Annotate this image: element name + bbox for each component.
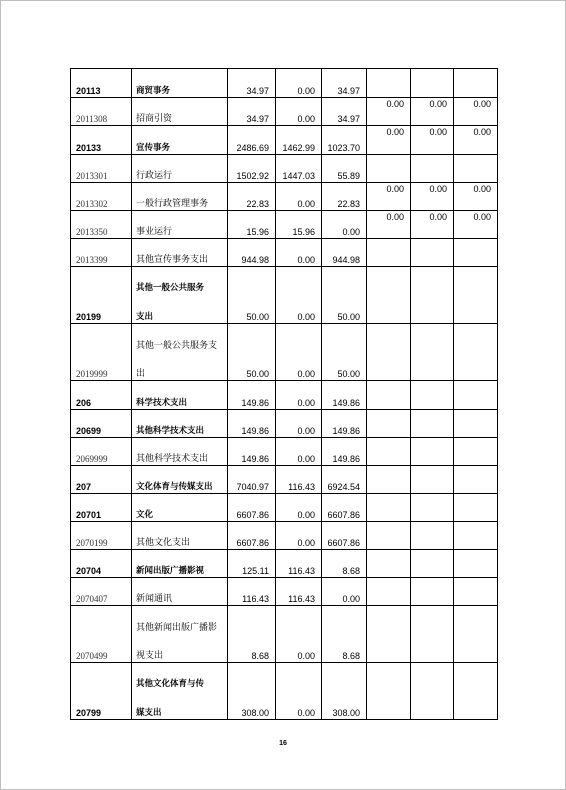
name-cell [132,126,228,155]
total-cell [228,324,276,381]
total-value: 6607.86 [236,510,269,520]
project-cell [322,155,367,183]
account-code: 2013350 [76,227,108,237]
account-code: 20113 [76,86,101,96]
project-cell [322,126,367,155]
extra-value: 0.00 [429,184,447,194]
project-value: 149.86 [332,454,360,464]
total-cell [228,267,276,324]
account-name: 招商引资 [136,114,173,124]
name-cell [132,98,228,126]
code-cell [71,410,132,438]
project-value: 8.68 [342,651,360,661]
total-value: 944.98 [241,255,269,265]
name-cell [132,550,228,578]
account-name-line1: 其他一般公共服务支 [136,341,218,351]
name-cell [132,606,228,663]
basic-cell [276,578,322,606]
code-cell [71,126,132,155]
total-value: 125.11 [242,566,269,576]
basic-value: 0.00 [297,454,315,464]
extra-cell [367,438,411,466]
project-cell [322,438,367,466]
basic-value: 0.00 [297,369,315,379]
basic-value: 116.43 [288,482,315,492]
project-cell [322,550,367,578]
total-cell [228,606,276,663]
project-cell [322,663,367,720]
total-value: 7040.97 [236,482,269,492]
extra-cell [454,410,498,438]
project-cell [322,606,367,663]
basic-cell [276,494,322,522]
account-code: 206 [76,398,92,408]
basic-value: 0.00 [297,398,315,408]
basic-cell [276,126,322,155]
table-row [71,663,498,720]
extra-cell [454,126,498,155]
project-cell [322,267,367,324]
extra-value: 0.00 [386,184,404,194]
project-value: 22.83 [337,199,360,209]
account-code: 2070499 [76,651,108,661]
budget-table [70,68,498,720]
basic-cell [276,606,322,663]
code-cell [71,324,132,381]
basic-value: 0.00 [297,426,315,436]
project-value: 6607.86 [327,538,360,548]
table-row [71,438,498,466]
extra-cell [367,578,411,606]
account-name: 文化 [136,510,154,520]
table-row [71,211,498,239]
total-cell [228,381,276,410]
account-name-line2: 出 [136,369,146,379]
basic-value: 0.00 [297,510,315,520]
total-cell [228,578,276,606]
total-value: 22.83 [246,199,269,209]
account-code: 20199 [76,312,102,322]
name-cell [132,494,228,522]
extra-cell [454,381,498,410]
extra-cell [411,69,454,98]
extra-cell [411,98,454,126]
extra-value: 0.00 [429,212,447,222]
account-code: 2013301 [76,171,108,181]
code-cell [71,606,132,663]
table-row [71,324,498,381]
extra-cell [411,494,454,522]
code-cell [71,438,132,466]
table-row [71,494,498,522]
total-value: 6607.86 [236,538,269,548]
account-code: 20704 [76,566,102,576]
code-cell [71,494,132,522]
basic-cell [276,239,322,267]
project-value: 149.86 [332,398,360,408]
project-value: 0.00 [342,594,360,604]
extra-value: 0.00 [386,127,404,137]
extra-cell [454,466,498,494]
extra-cell [454,324,498,381]
extra-cell [454,578,498,606]
account-name: 宣传事务 [136,143,171,153]
basic-cell [276,267,322,324]
project-value: 55.89 [337,171,360,181]
extra-cell [454,155,498,183]
project-value: 1023.70 [327,143,360,153]
total-cell [228,410,276,438]
extra-cell [411,522,454,550]
basic-cell [276,211,322,239]
total-value: 34.97 [246,114,269,124]
account-code: 20699 [76,426,102,436]
project-value: 0.00 [342,227,360,237]
project-value: 50.00 [337,369,360,379]
total-value: 308.00 [241,708,269,718]
extra-cell [367,211,411,239]
table-row [71,267,498,324]
total-cell [228,438,276,466]
extra-cell [367,663,411,720]
account-name-line1: 其他新闻出版广播影 [136,623,218,633]
account-code: 20701 [76,510,102,520]
table-row [71,606,498,663]
total-value: 2486.69 [236,143,269,153]
account-code: 20799 [76,708,102,718]
table-row [71,155,498,183]
basic-cell [276,324,322,381]
account-name: 新闻出版广播影视 [136,566,205,576]
code-cell [71,466,132,494]
total-value: 34.97 [246,86,269,96]
project-cell [322,522,367,550]
extra-cell [411,438,454,466]
total-value: 149.86 [241,426,269,436]
account-code: 2070407 [76,594,108,604]
code-cell [71,550,132,578]
project-cell [322,578,367,606]
account-code: 2011308 [76,114,108,124]
extra-cell [454,606,498,663]
extra-value: 0.00 [473,212,491,222]
name-cell [132,183,228,211]
basic-value: 1462.99 [282,143,315,153]
basic-value: 0.00 [297,255,315,265]
extra-cell [454,211,498,239]
extra-cell [454,494,498,522]
extra-cell [454,663,498,720]
name-cell [132,239,228,267]
code-cell [71,211,132,239]
table-row [71,381,498,410]
extra-cell [367,324,411,381]
code-cell [71,183,132,211]
extra-value: 0.00 [429,99,447,109]
name-cell [132,155,228,183]
code-cell [71,267,132,324]
code-cell [71,155,132,183]
code-cell [71,69,132,98]
account-name: 行政运行 [136,171,173,181]
extra-value: 0.00 [386,99,404,109]
basic-cell [276,155,322,183]
extra-cell [454,438,498,466]
extra-cell [411,267,454,324]
name-cell [132,211,228,239]
extra-cell [367,267,411,324]
total-value: 116.43 [242,594,269,604]
account-name: 文化体育与传媒支出 [136,482,213,492]
extra-cell [367,410,411,438]
account-name: 其他宣传事务支出 [136,255,209,265]
project-cell [322,98,367,126]
project-value: 34.97 [337,86,360,96]
project-cell [322,69,367,98]
extra-cell [411,324,454,381]
account-name: 商贸事务 [136,86,171,96]
basic-value: 116.43 [288,594,315,604]
account-name: 科学技术支出 [136,398,188,408]
project-value: 6607.86 [327,510,360,520]
total-value: 149.86 [241,454,269,464]
name-cell [132,69,228,98]
basic-cell [276,381,322,410]
extra-cell [454,267,498,324]
extra-value: 0.00 [386,212,404,222]
account-name: 事业运行 [136,227,173,237]
account-code: 2069999 [76,454,108,464]
account-name: 其他科学技术支出 [136,426,205,436]
extra-cell [411,663,454,720]
account-name: 其他科学技术支出 [136,454,209,464]
extra-cell [367,550,411,578]
extra-value: 0.00 [473,127,491,137]
total-cell [228,69,276,98]
total-value: 50.00 [246,369,269,379]
total-cell [228,522,276,550]
extra-cell [411,550,454,578]
account-name-line2: 支出 [136,312,154,322]
account-name-line2: 媒支出 [136,708,162,718]
basic-value: 15.96 [292,227,315,237]
basic-cell [276,98,322,126]
extra-cell [367,155,411,183]
code-cell [71,239,132,267]
account-code: 2013399 [76,255,108,265]
total-value: 15.96 [246,227,269,237]
extra-value: 0.00 [473,184,491,194]
basic-value: 116.43 [288,566,315,576]
extra-cell [411,578,454,606]
extra-cell [411,155,454,183]
code-cell [71,578,132,606]
extra-cell [411,466,454,494]
table-row [71,126,498,155]
total-cell [228,126,276,155]
account-name-line2: 视支出 [136,651,164,661]
code-cell [71,381,132,410]
basic-value: 0.00 [297,86,315,96]
total-cell [228,211,276,239]
account-name-line1: 其他一般公共服务 [136,283,205,293]
total-value: 149.86 [241,398,269,408]
total-cell [228,183,276,211]
table-row [71,522,498,550]
extra-cell [454,550,498,578]
account-code: 207 [76,482,92,492]
basic-cell [276,663,322,720]
total-value: 1502.92 [236,171,269,181]
basic-value: 0.00 [297,651,315,661]
project-cell [322,410,367,438]
name-cell [132,663,228,720]
name-cell [132,438,228,466]
account-name: 新闻通讯 [136,594,173,604]
extra-cell [367,522,411,550]
basic-value: 0.00 [297,199,315,209]
extra-cell [367,494,411,522]
extra-cell [367,69,411,98]
account-code: 2070199 [76,538,108,548]
extra-value: 0.00 [429,127,447,137]
total-cell [228,494,276,522]
total-value: 50.00 [246,312,269,322]
basic-cell [276,410,322,438]
project-value: 8.68 [342,566,360,576]
basic-value: 0.00 [297,312,315,322]
project-value: 50.00 [337,312,360,322]
extra-cell [367,606,411,663]
total-cell [228,663,276,720]
project-cell [322,494,367,522]
total-cell [228,239,276,267]
table-row [71,410,498,438]
total-cell [228,466,276,494]
name-cell [132,267,228,324]
code-cell [71,522,132,550]
basic-cell [276,550,322,578]
total-cell [228,155,276,183]
project-cell [322,183,367,211]
project-value: 944.98 [332,255,360,265]
basic-cell [276,522,322,550]
total-cell [228,98,276,126]
account-code: 20133 [76,143,102,153]
extra-cell [454,98,498,126]
extra-cell [411,126,454,155]
basic-cell [276,69,322,98]
extra-cell [367,239,411,267]
name-cell [132,324,228,381]
extra-cell [411,183,454,211]
table-row [71,69,498,98]
name-cell [132,410,228,438]
page-number: 16 [279,740,287,747]
extra-cell [411,606,454,663]
account-code: 2013302 [76,199,108,209]
extra-cell [367,183,411,211]
extra-cell [367,381,411,410]
project-value: 6924.54 [327,482,360,492]
extra-cell [367,466,411,494]
extra-cell [454,183,498,211]
name-cell [132,578,228,606]
project-value: 34.97 [337,114,360,124]
account-name: 一般行政管理事务 [136,199,209,209]
extra-cell [411,410,454,438]
name-cell [132,381,228,410]
table-row [71,550,498,578]
project-cell [322,324,367,381]
code-cell [71,663,132,720]
table-row [71,239,498,267]
project-cell [322,239,367,267]
project-cell [322,211,367,239]
code-cell [71,98,132,126]
account-code: 2019999 [76,369,108,379]
basic-value: 0.00 [297,538,315,548]
table-row [71,183,498,211]
table-row [71,466,498,494]
table-row [71,578,498,606]
extra-cell [367,98,411,126]
project-cell [322,466,367,494]
project-value: 149.86 [332,426,360,436]
account-name-line1: 其他文化体育与传 [136,679,205,689]
name-cell [132,466,228,494]
extra-cell [454,69,498,98]
name-cell [132,522,228,550]
basic-value: 1447.03 [282,171,315,181]
table-row [71,98,498,126]
extra-cell [454,239,498,267]
total-value: 8.68 [251,651,269,661]
extra-cell [454,522,498,550]
extra-cell [411,211,454,239]
extra-cell [411,381,454,410]
basic-value: 0.00 [297,114,315,124]
account-name: 其他文化支出 [136,538,191,548]
basic-cell [276,438,322,466]
project-cell [322,381,367,410]
extra-cell [411,239,454,267]
basic-value: 0.00 [297,708,315,718]
basic-cell [276,183,322,211]
extra-cell [367,126,411,155]
basic-cell [276,466,322,494]
total-cell [228,550,276,578]
extra-value: 0.00 [473,99,491,109]
project-value: 308.00 [332,708,360,718]
